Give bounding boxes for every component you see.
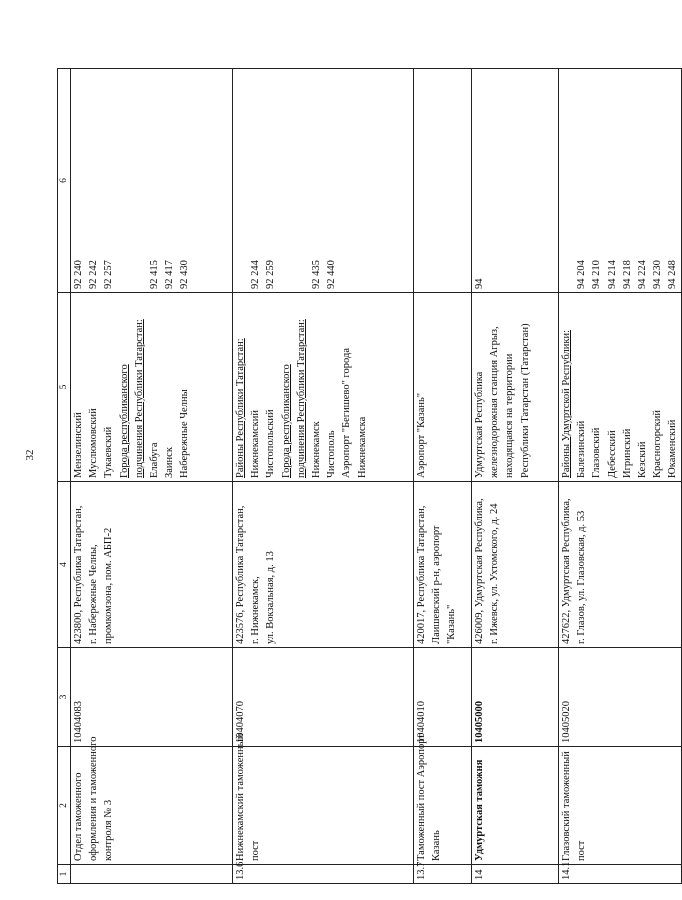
- code-spacer: [117, 72, 132, 289]
- service-area-line: Елабуга: [149, 442, 161, 478]
- office-name-cell: [71, 736, 233, 865]
- office-name-cell: [472, 747, 559, 865]
- code-spacer: [414, 72, 429, 289]
- address-cell: [233, 482, 414, 648]
- okato-code-line: 92 257: [103, 260, 115, 289]
- address-cell: [414, 482, 472, 648]
- okato-code-line: 94 224: [637, 260, 648, 289]
- address-line: промкомзона, пом. АБП-2: [103, 527, 115, 644]
- page-number: 32: [24, 449, 36, 461]
- service-area-line: Нижнекамский: [250, 410, 262, 478]
- table-row: [71, 69, 233, 884]
- address-line: 427622, Удмуртская Республика,: [561, 498, 572, 644]
- office-code-cell: 10405020: [559, 648, 682, 747]
- okato-code-line: 94 248: [667, 260, 679, 289]
- office-name-line: оформления и таможенного: [88, 736, 100, 861]
- office-name-line: Таможенный пост Аэропорт: [416, 734, 427, 861]
- code-spacer: [355, 72, 370, 289]
- header-cell: 6: [58, 69, 71, 293]
- header-cell: 2: [58, 747, 71, 865]
- office-code-cell: 10405000: [472, 648, 559, 747]
- okato-codes-cell: [559, 69, 682, 293]
- office-code-cell: 10404083: [71, 648, 233, 747]
- header-cell: 5: [58, 293, 71, 482]
- okato-code-line: 94 218: [621, 260, 633, 289]
- service-area-line: Удмуртская Республика: [474, 371, 485, 478]
- code-spacer: [559, 72, 574, 289]
- office-name-cell: [414, 734, 472, 865]
- service-area-line: Республики Татарстан (Татарстан): [519, 323, 531, 478]
- office-name-line: Удмуртская таможня: [474, 759, 485, 861]
- service-area-cell: [472, 293, 559, 482]
- row-number-cell: 13.6: [233, 865, 414, 884]
- okato-code-line: 94 214: [606, 260, 618, 289]
- table-row: [414, 69, 472, 884]
- address-cell: [472, 482, 559, 648]
- service-area-line: Кезский: [637, 441, 649, 478]
- okato-code-line: 92 242: [88, 260, 100, 289]
- service-area-line: Муслюмовский: [88, 408, 100, 478]
- header-cell: 1: [58, 865, 71, 884]
- service-area-line: Заинск: [164, 447, 176, 478]
- okato-code-line: 92 240: [73, 260, 84, 289]
- row-number-cell: 14.1: [559, 865, 682, 884]
- service-area-line: Чистополь: [326, 430, 338, 478]
- okato-code-line: 92 244: [250, 260, 262, 289]
- service-area-line: Балезинский: [576, 420, 588, 478]
- address-cell: [559, 482, 682, 648]
- service-area-cell: [71, 293, 233, 482]
- service-area-line: Аэропорт "Бегишево" города: [341, 348, 353, 478]
- okato-code-line: 94 210: [591, 260, 603, 289]
- okato-code-line: 94: [474, 278, 485, 289]
- row-number-cell: 14: [472, 865, 559, 884]
- service-area-line: Красногорский: [652, 410, 664, 478]
- service-area-line: Города республиканского: [118, 364, 130, 478]
- okato-code-line: 92 435: [310, 260, 322, 289]
- address-line: г. Глазов, ул. Глазовская, д. 53: [576, 510, 588, 644]
- code-spacer: [233, 72, 248, 289]
- okato-code-line: 92 259: [265, 260, 277, 289]
- service-area-line: Мензелинский: [73, 412, 84, 478]
- okato-codes-cell: [71, 69, 233, 293]
- service-area-line: Нижнекамска: [356, 416, 368, 478]
- address-line: г. Ижевск, ул. Ухтомского, д. 24: [489, 503, 501, 644]
- okato-code-line: 92 440: [326, 260, 338, 289]
- office-name-cell: [559, 747, 682, 865]
- service-area-line: Нижнекамск: [311, 421, 323, 478]
- address-cell: [71, 482, 233, 648]
- service-area-cell: [559, 293, 682, 482]
- address-line: ул. Вокзальная, д. 13: [265, 551, 277, 644]
- okato-codes-cell: [472, 69, 559, 293]
- service-area-line: Районы Удмуртской Республики:: [561, 329, 572, 478]
- service-area-line: Районы Республики Татарстан:: [235, 338, 246, 478]
- office-name-line: пост: [250, 840, 262, 861]
- okato-code-line: 92 415: [148, 260, 160, 289]
- office-name-line: Казань: [431, 830, 443, 861]
- address-line: 423800, Республика Татарстан,: [73, 505, 84, 644]
- service-area-cell: [233, 293, 414, 482]
- office-name-line: Глазовский таможенный: [561, 751, 572, 861]
- address-line: 420017, Республика Татарстан,: [416, 505, 427, 644]
- code-spacer: [294, 72, 309, 289]
- service-area-line: Глазовский: [591, 427, 603, 478]
- service-area-line: Игринский: [621, 428, 633, 478]
- service-area-line: Набережные Челны: [179, 389, 191, 478]
- address-line: "Казань": [446, 604, 458, 644]
- service-area-line: находящаяся на территории: [504, 353, 516, 478]
- header-cell: 3: [58, 648, 71, 747]
- office-name-line: контроля № 3: [103, 799, 115, 861]
- header-cell: 4: [58, 482, 71, 648]
- row-number-cell: 13.7: [414, 865, 472, 884]
- table-row: [233, 69, 414, 884]
- customs-offices-table: [57, 68, 682, 884]
- row-number-cell: [71, 865, 233, 884]
- office-name-line: Отдел таможенного: [73, 772, 84, 861]
- address-line: Лаишевский р-н, аэропорт: [431, 525, 443, 644]
- service-area-line: Дебесский: [606, 430, 618, 478]
- table-header-row: [58, 69, 71, 884]
- code-spacer: [279, 72, 294, 289]
- code-spacer: [339, 72, 354, 289]
- office-code-cell: 10404010: [414, 648, 472, 747]
- office-code-cell: 10404070: [233, 648, 414, 747]
- office-name-line: пост: [576, 840, 588, 861]
- code-spacer: [132, 72, 147, 289]
- address-line: 423576, Республика Татарстан,: [235, 505, 246, 644]
- service-area-line: Чистопольский: [265, 409, 277, 478]
- address-line: г. Набережные Челны,: [88, 544, 100, 644]
- office-name-line: Нижнекамский таможенный: [235, 733, 246, 861]
- okato-codes-cell: [233, 69, 414, 293]
- service-area-cell: [414, 293, 472, 482]
- service-area-line: подчинения Республики Татарстан:: [133, 319, 145, 478]
- service-area-line: подчинения Республики Татарстан:: [295, 319, 307, 478]
- service-area-line: Тукаевский: [103, 426, 115, 478]
- okato-code-line: 92 430: [179, 260, 191, 289]
- address-line: 426009, Удмуртская Республика,: [474, 498, 485, 644]
- okato-code-line: 94 204: [576, 260, 588, 289]
- service-area-line: Аэропорт "Казань": [416, 392, 427, 478]
- okato-codes-cell: [414, 69, 472, 293]
- okato-code-line: 92 417: [164, 260, 176, 289]
- table-row: [559, 69, 682, 884]
- service-area-line: Юкаменский: [667, 419, 679, 478]
- service-area-line: железнодорожная станция Агрыз,: [489, 326, 501, 478]
- service-area-line: Города республиканского: [280, 364, 292, 478]
- address-line: г. Нижнекамск,: [250, 576, 262, 644]
- okato-code-line: 94 230: [652, 260, 664, 289]
- table-row: [472, 69, 559, 884]
- rotated-page-content: [57, 69, 679, 884]
- office-name-cell: [233, 733, 414, 865]
